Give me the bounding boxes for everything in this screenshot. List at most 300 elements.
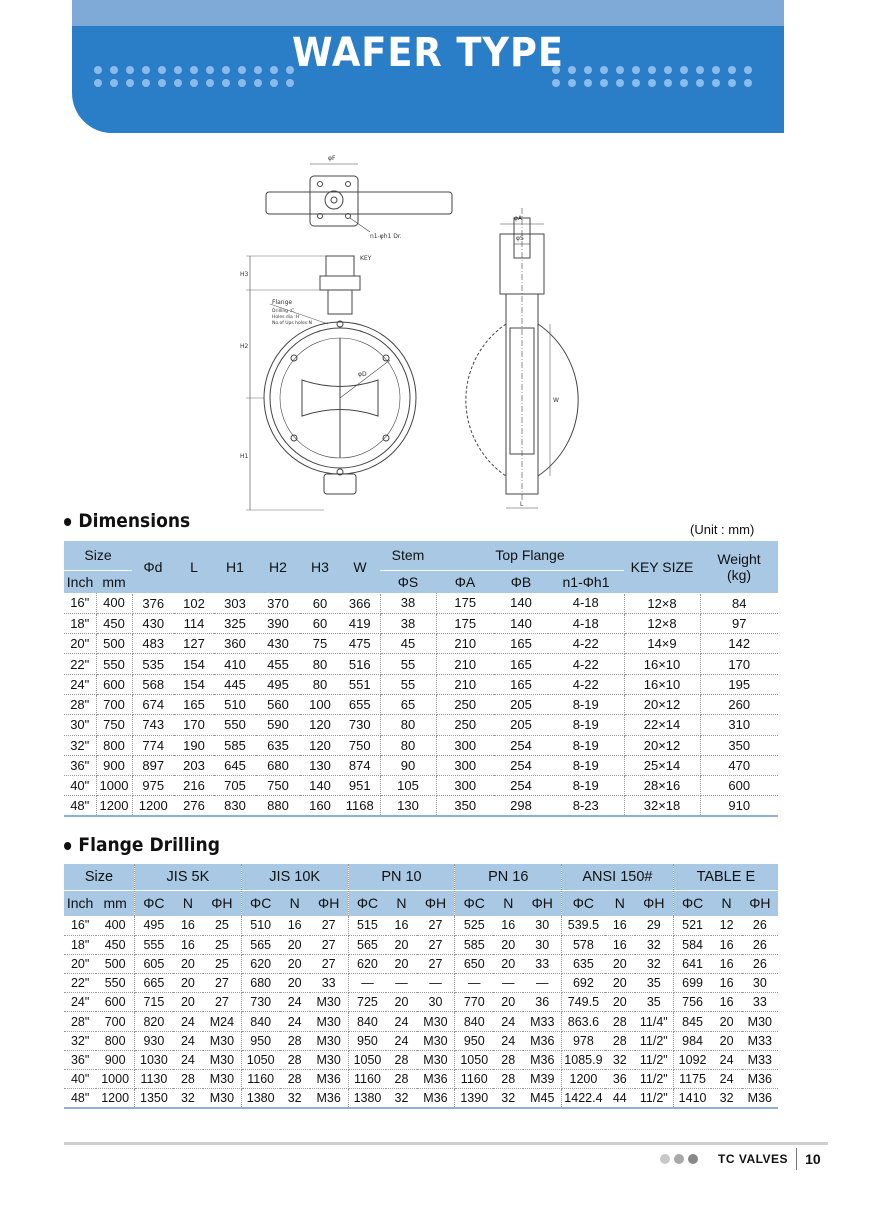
table-cell: M39: [523, 1070, 561, 1089]
table-cell: 20×12: [624, 735, 700, 755]
table-cell: 635: [256, 735, 300, 755]
bullet-icon: [64, 518, 71, 526]
table-cell: 950: [455, 1031, 493, 1050]
table-cell: 254: [494, 755, 548, 775]
table-cell: 820: [135, 1012, 173, 1031]
table-cell: 28: [280, 1070, 310, 1089]
table-row: [64, 993, 778, 1012]
table-cell: 325: [214, 613, 256, 633]
table-cell: 130: [380, 796, 436, 816]
table-cell: 36: [605, 1070, 635, 1089]
table-cell: 1050: [455, 1050, 493, 1069]
table-cell: 28: [605, 1031, 635, 1050]
table-cell: 725: [348, 993, 386, 1012]
table-cell: 154: [174, 674, 214, 694]
table-cell: 585: [214, 735, 256, 755]
table-cell: 210: [436, 634, 494, 654]
table-cell: 24: [280, 1012, 310, 1031]
table-cell: 585: [455, 935, 493, 954]
flange-header-inch: Inch: [64, 890, 96, 916]
table-cell: M30: [417, 1031, 455, 1050]
table-cell: 430: [132, 613, 174, 633]
table-cell: 28: [605, 1012, 635, 1031]
table-cell: 1130: [135, 1070, 173, 1089]
table-cell: 28": [64, 694, 96, 714]
table-cell: 27: [417, 954, 455, 973]
table-cell: 24": [64, 993, 96, 1012]
label-bolt: n1-φh1 Dr.: [370, 233, 402, 240]
table-cell: 35: [635, 993, 673, 1012]
table-cell: —: [523, 974, 561, 993]
table-cell: 210: [436, 654, 494, 674]
flange-header-jis5k: JIS 5K: [135, 864, 242, 890]
table-cell: 400: [96, 916, 134, 935]
flange-header-n: N: [711, 890, 741, 916]
table-cell: 33: [523, 954, 561, 973]
table-cell: M30: [203, 1050, 241, 1069]
flange-header-h: ΦH: [203, 890, 241, 916]
table-cell: 170: [700, 654, 778, 674]
table-cell: 20: [173, 993, 203, 1012]
table-cell: 26: [742, 916, 778, 935]
dot-icon: [552, 79, 560, 87]
table-cell: 24: [173, 1012, 203, 1031]
table-cell: M33: [742, 1031, 778, 1050]
table-cell: 28: [173, 1070, 203, 1089]
table-cell: 700: [96, 694, 132, 714]
table-cell: 750: [96, 715, 132, 735]
table-cell: 11/4": [635, 1012, 673, 1031]
table-cell: 33: [742, 993, 778, 1012]
header-d: Φd: [132, 541, 174, 593]
header-banner: [72, 0, 784, 133]
table-cell: 48": [64, 1089, 96, 1108]
table-cell: 24: [711, 1070, 741, 1089]
table-cell: 216: [174, 776, 214, 796]
table-cell: 36": [64, 1050, 96, 1069]
table-cell: M36: [742, 1089, 778, 1108]
table-cell: 470: [700, 755, 778, 775]
table-cell: 80: [380, 735, 436, 755]
table-cell: 1200: [96, 796, 132, 816]
table-cell: 20: [173, 974, 203, 993]
table-cell: 20: [493, 935, 523, 954]
header-stem: Stem: [380, 541, 436, 570]
table-cell: M24: [203, 1012, 241, 1031]
table-cell: 16: [711, 954, 741, 973]
table-row: [64, 974, 778, 993]
footer-separator: [796, 1148, 797, 1170]
table-cell: 25×14: [624, 755, 700, 775]
dot-icon: [600, 79, 608, 87]
table-cell: 1200: [96, 1089, 134, 1108]
dot-icon: [568, 79, 576, 87]
banner-stripe: [72, 0, 784, 26]
table-cell: 551: [340, 674, 380, 694]
flange-header-c: ΦC: [135, 890, 173, 916]
table-cell: 24: [173, 1050, 203, 1069]
table-cell: 350: [436, 796, 494, 816]
table-cell: 730: [340, 715, 380, 735]
table-cell: 4-22: [548, 654, 624, 674]
table-cell: 568: [132, 674, 174, 694]
table-row: [64, 1031, 778, 1050]
table-cell: 32: [635, 935, 673, 954]
table-cell: 16: [711, 974, 741, 993]
table-cell: 874: [340, 755, 380, 775]
table-cell: 24: [493, 1012, 523, 1031]
table-cell: 20: [711, 1031, 741, 1050]
table-cell: M30: [742, 1012, 778, 1031]
table-cell: 495: [256, 674, 300, 694]
flange-header-ansi150: ANSI 150#: [562, 864, 674, 890]
table-cell: 11/2": [635, 1050, 673, 1069]
dot-icon: [584, 79, 592, 87]
table-cell: 90: [380, 755, 436, 775]
table-cell: 4-18: [548, 613, 624, 633]
label-flange-note-3: No.of Ups holes:N: [272, 321, 313, 326]
bullet-icon: [64, 842, 71, 850]
table-cell: 27: [310, 954, 348, 973]
table-cell: 80: [300, 654, 340, 674]
table-cell: 8-19: [548, 776, 624, 796]
label-h1: H1: [240, 453, 249, 460]
table-cell: 951: [340, 776, 380, 796]
table-cell: 430: [256, 634, 300, 654]
table-cell: 950: [348, 1031, 386, 1050]
table-cell: 20": [64, 954, 96, 973]
table-cell: 165: [494, 654, 548, 674]
table-cell: 900: [96, 1050, 134, 1069]
table-cell: 105: [380, 776, 436, 796]
table-cell: 655: [340, 694, 380, 714]
table-cell: 75: [300, 634, 340, 654]
header-inch: Inch: [64, 570, 96, 593]
table-cell: 36": [64, 755, 96, 775]
table-cell: 578: [562, 935, 605, 954]
table-cell: 8-19: [548, 735, 624, 755]
table-cell: 250: [436, 715, 494, 735]
table-cell: 1200: [132, 796, 174, 816]
table-cell: 165: [494, 634, 548, 654]
dot-icon: [206, 79, 214, 87]
table-cell: 550: [96, 654, 132, 674]
table-cell: 298: [494, 796, 548, 816]
table-cell: 310: [700, 715, 778, 735]
table-cell: 560: [256, 694, 300, 714]
flange-title-text: Flange Drilling: [78, 834, 220, 856]
table-cell: 910: [700, 796, 778, 816]
dot-icon: [190, 79, 198, 87]
table-cell: 20×12: [624, 694, 700, 714]
table-cell: M30: [310, 1050, 348, 1069]
table-cell: 20: [605, 993, 635, 1012]
flange-header-size: Size: [64, 864, 135, 890]
label-w: W: [553, 397, 559, 404]
table-cell: 749.5: [562, 993, 605, 1012]
dot-icon: [632, 79, 640, 87]
table-cell: M30: [203, 1089, 241, 1108]
label-phi-s: φS: [516, 235, 524, 242]
table-cell: 20: [386, 954, 416, 973]
table-cell: 142: [700, 634, 778, 654]
table-cell: 565: [241, 935, 279, 954]
table-cell: 1000: [96, 1070, 134, 1089]
table-cell: 300: [436, 755, 494, 775]
table-cell: 450: [96, 613, 132, 633]
table-cell: 140: [494, 593, 548, 613]
table-cell: 254: [494, 735, 548, 755]
table-cell: M36: [417, 1089, 455, 1108]
table-row: [64, 755, 778, 775]
table-cell: 32: [386, 1089, 416, 1108]
table-cell: 715: [135, 993, 173, 1012]
table-cell: 32×18: [624, 796, 700, 816]
table-cell: 774: [132, 735, 174, 755]
table-cell: 114: [174, 613, 214, 633]
table-cell: 16: [280, 916, 310, 935]
footer-brand: TC VALVES: [718, 1152, 789, 1166]
table-cell: 555: [135, 935, 173, 954]
table-cell: 24: [386, 1012, 416, 1031]
table-cell: 28×16: [624, 776, 700, 796]
table-cell: 500: [96, 634, 132, 654]
table-cell: 18": [64, 613, 96, 633]
flange-header-h: ΦH: [310, 890, 348, 916]
table-cell: 24: [711, 1050, 741, 1069]
table-cell: M30: [203, 1031, 241, 1050]
dot-icon: [744, 79, 752, 87]
table-cell: 692: [562, 974, 605, 993]
header-l: L: [174, 541, 214, 593]
table-cell: 130: [300, 755, 340, 775]
table-cell: —: [417, 974, 455, 993]
table-cell: 1410: [673, 1089, 711, 1108]
table-cell: 1380: [241, 1089, 279, 1108]
table-cell: 539.5: [562, 916, 605, 935]
flange-header-c: ΦC: [241, 890, 279, 916]
table-cell: 445: [214, 674, 256, 694]
table-cell: 20": [64, 634, 96, 654]
table-cell: 376: [132, 593, 174, 613]
table-cell: 160: [300, 796, 340, 816]
table-cell: 16: [173, 916, 203, 935]
dot-icon: [222, 79, 230, 87]
table-cell: 80: [300, 674, 340, 694]
table-cell: 600: [700, 776, 778, 796]
table-cell: 22×14: [624, 715, 700, 735]
table-cell: 55: [380, 654, 436, 674]
table-cell: 510: [214, 694, 256, 714]
table-cell: 28: [493, 1070, 523, 1089]
table-cell: 400: [96, 593, 132, 613]
table-cell: 1350: [135, 1089, 173, 1108]
table-cell: 680: [256, 755, 300, 775]
table-cell: 16: [605, 935, 635, 954]
side-view: [466, 208, 578, 508]
table-cell: 840: [455, 1012, 493, 1031]
table-cell: 978: [562, 1031, 605, 1050]
table-cell: 1092: [673, 1050, 711, 1069]
table-cell: 22": [64, 654, 96, 674]
flange-drilling-table: [64, 864, 778, 1109]
flange-header-n: N: [605, 890, 635, 916]
table-cell: 1030: [135, 1050, 173, 1069]
table-cell: 32: [605, 1050, 635, 1069]
label-flange-note-2: Holes dia :H: [272, 315, 300, 320]
table-cell: 84: [700, 593, 778, 613]
table-cell: 16": [64, 916, 96, 935]
dot-icon: [696, 79, 704, 87]
table-cell: 27: [417, 916, 455, 935]
dot-icon: [286, 79, 294, 87]
table-cell: M33: [523, 1012, 561, 1031]
table-cell: 28: [386, 1070, 416, 1089]
dimensions-section-title: [64, 510, 190, 532]
dimensions-title-text: Dimensions: [78, 510, 191, 532]
table-cell: 635: [562, 954, 605, 973]
dimensions-table-body: [64, 593, 778, 816]
table-cell: 20: [493, 954, 523, 973]
table-cell: 770: [455, 993, 493, 1012]
table-cell: 32: [280, 1089, 310, 1108]
table-cell: 605: [135, 954, 173, 973]
label-flange-note-1: Drilling :C: [272, 309, 295, 314]
dot-icon: [728, 79, 736, 87]
flange-header-table-e: TABLE E: [673, 864, 778, 890]
table-cell: 36: [523, 993, 561, 1012]
table-cell: M33: [742, 1050, 778, 1069]
table-cell: 756: [673, 993, 711, 1012]
table-cell: 32: [173, 1089, 203, 1108]
label-phi-a: φA: [514, 215, 523, 222]
table-cell: 525: [455, 916, 493, 935]
table-cell: 20: [386, 993, 416, 1012]
label-h2: H2: [240, 343, 249, 350]
table-cell: 127: [174, 634, 214, 654]
table-cell: 27: [417, 935, 455, 954]
header-size: Size: [64, 541, 132, 570]
header-w: W: [340, 541, 380, 593]
dot-icon: [142, 79, 150, 87]
table-cell: 25: [203, 916, 241, 935]
table-cell: 16: [711, 935, 741, 954]
table-cell: 120: [300, 735, 340, 755]
valve-technical-drawing: [240, 148, 620, 518]
flange-header-h: ΦH: [635, 890, 673, 916]
table-cell: 645: [214, 755, 256, 775]
table-cell: 390: [256, 613, 300, 633]
table-cell: 29: [635, 916, 673, 935]
flange-header-pn10: PN 10: [348, 864, 455, 890]
flange-header-c: ΦC: [348, 890, 386, 916]
table-cell: 27: [310, 916, 348, 935]
page-number: 10: [805, 1151, 821, 1167]
table-cell: 16×10: [624, 654, 700, 674]
table-cell: 366: [340, 593, 380, 613]
table-cell: 700: [96, 1012, 134, 1031]
table-cell: 1390: [455, 1089, 493, 1108]
dot-icon: [110, 79, 118, 87]
table-cell: 48": [64, 796, 96, 816]
table-cell: 1160: [455, 1070, 493, 1089]
header-h3: H3: [300, 541, 340, 593]
table-cell: 30: [523, 935, 561, 954]
table-cell: M36: [523, 1050, 561, 1069]
table-cell: 16: [493, 916, 523, 935]
table-cell: 4-18: [548, 593, 624, 613]
table-cell: 35: [635, 974, 673, 993]
table-cell: 18": [64, 935, 96, 954]
header-h1: H1: [214, 541, 256, 593]
table-cell: 30: [523, 916, 561, 935]
table-cell: 26: [742, 935, 778, 954]
table-cell: 483: [132, 634, 174, 654]
dot-icon: [158, 79, 166, 87]
table-cell: 1168: [340, 796, 380, 816]
table-cell: 205: [494, 715, 548, 735]
dot-icon: [254, 79, 262, 87]
table-cell: 641: [673, 954, 711, 973]
table-cell: 8-19: [548, 755, 624, 775]
table-cell: 975: [132, 776, 174, 796]
table-cell: 800: [96, 735, 132, 755]
table-cell: 11/2": [635, 1089, 673, 1108]
table-cell: 205: [494, 694, 548, 714]
flange-table-body: [64, 916, 778, 1108]
table-row: [64, 776, 778, 796]
table-cell: 1160: [348, 1070, 386, 1089]
table-cell: 1050: [348, 1050, 386, 1069]
table-cell: 950: [241, 1031, 279, 1050]
table-cell: 300: [436, 776, 494, 796]
flange-header-jis10k: JIS 10K: [241, 864, 348, 890]
table-cell: 26: [742, 954, 778, 973]
table-cell: 303: [214, 593, 256, 613]
footer-dot-icon: [688, 1154, 698, 1164]
table-cell: M36: [523, 1031, 561, 1050]
header-b: ΦB: [494, 570, 548, 593]
flange-header-h: ΦH: [417, 890, 455, 916]
table-cell: 840: [241, 1012, 279, 1031]
table-row: [64, 613, 778, 633]
table-cell: 28: [280, 1031, 310, 1050]
flange-header-n: N: [493, 890, 523, 916]
table-cell: 984: [673, 1031, 711, 1050]
flange-header-c: ΦC: [562, 890, 605, 916]
table-cell: 516: [340, 654, 380, 674]
table-cell: 11/2": [635, 1031, 673, 1050]
table-cell: —: [348, 974, 386, 993]
table-cell: 254: [494, 776, 548, 796]
table-cell: 20: [493, 993, 523, 1012]
table-cell: M36: [742, 1070, 778, 1089]
table-cell: 20: [711, 1012, 741, 1031]
table-cell: 535: [132, 654, 174, 674]
table-cell: 20: [605, 954, 635, 973]
table-cell: 674: [132, 694, 174, 714]
dot-icon: [238, 79, 246, 87]
unit-note: (Unit : mm): [690, 522, 755, 537]
flange-header-h: ΦH: [523, 890, 561, 916]
table-cell: 900: [96, 755, 132, 775]
table-row: [64, 593, 778, 613]
table-row: [64, 674, 778, 694]
label-l: L: [520, 501, 524, 508]
table-cell: 8-19: [548, 715, 624, 735]
table-cell: 165: [494, 674, 548, 694]
table-cell: 845: [673, 1012, 711, 1031]
